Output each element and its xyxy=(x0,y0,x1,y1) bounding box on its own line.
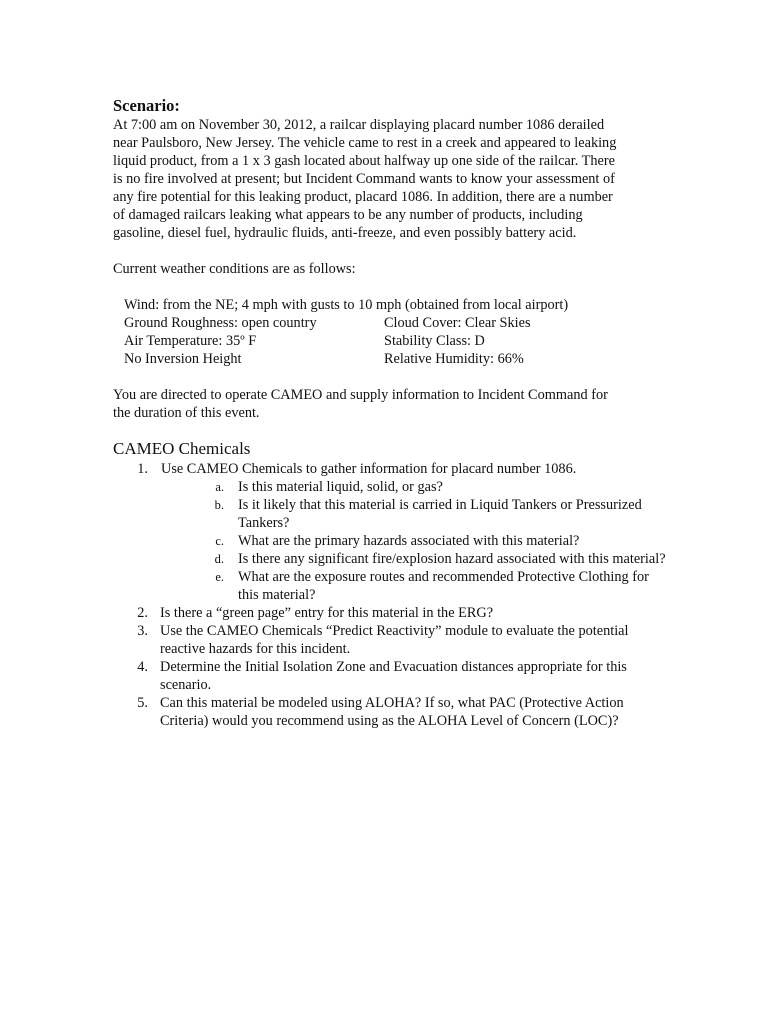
sub-question-item xyxy=(161,478,673,496)
weather-conditions xyxy=(124,296,673,368)
sub-question-text: Is it likely that this material is carried in Liquid Tankers or Pressurized Tankers? xyxy=(238,497,642,531)
weather-wind: Wind: from the NE; 4 mph with gusts to 10 mph (obtained from local airport) xyxy=(124,297,569,313)
sub-question-text: Is there any significant fire/explosion hazard associated with this material? xyxy=(238,551,666,567)
question-item xyxy=(113,694,673,730)
weather-relative-humidity: Relative Humidity: 66% xyxy=(384,351,524,367)
sub-question-text: Is this material liquid, solid, or gas? xyxy=(238,479,443,495)
sub-question-letter: b. xyxy=(214,498,224,512)
question-text: Can this material be modeled using ALOHA? If so, what PAC (Protective Action Criteria) would you recommend using as the ALOHA Level of Concern (LOC)? xyxy=(160,695,624,729)
directive-paragraph: You are directed to operate CAMEO and supply information to Incident Command for the duration of this event. xyxy=(113,387,608,421)
sub-question-letter: c. xyxy=(215,534,224,548)
weather-ground-roughness: Ground Roughness: open country xyxy=(124,315,317,331)
question-number: 4. xyxy=(137,659,148,675)
weather-intro: Current weather conditions are as follows: xyxy=(113,261,356,277)
sub-question-letter: e. xyxy=(215,570,224,584)
sub-question-item xyxy=(161,550,673,568)
sub-question-letter: a. xyxy=(215,480,224,494)
sub-question-item xyxy=(161,568,673,604)
question-number: 5. xyxy=(137,695,148,711)
sub-question-text: What are the primary hazards associated with this material? xyxy=(238,533,580,549)
sub-question-text: What are the exposure routes and recommended Protective Clothing for this material? xyxy=(238,569,649,603)
scenario-heading: Scenario: xyxy=(113,96,180,115)
cameo-chemicals-heading: CAMEO Chemicals xyxy=(113,439,251,458)
sub-question-item xyxy=(161,532,673,550)
question-text: Determine the Initial Isolation Zone and Evacuation distances appropriate for this scenario. xyxy=(160,659,627,693)
question-number: 2. xyxy=(137,605,148,621)
question-text: Is there a “green page” entry for this material in the ERG? xyxy=(160,605,494,621)
question-item xyxy=(113,658,673,694)
question-item xyxy=(113,604,673,622)
question-item xyxy=(113,622,673,658)
sub-question-item xyxy=(161,496,673,532)
sub-question-letter: d. xyxy=(214,552,224,566)
weather-cloud-cover: Cloud Cover: Clear Skies xyxy=(384,315,531,331)
weather-stability-class: Stability Class: D xyxy=(384,333,485,349)
question-number: 1. xyxy=(137,461,148,477)
question-item xyxy=(113,460,673,604)
weather-inversion-height: No Inversion Height xyxy=(124,351,242,367)
document-page xyxy=(113,96,673,730)
question-number: 3. xyxy=(137,623,148,639)
question-text: Use the CAMEO Chemicals “Predict Reactivity” module to evaluate the potential reactive hazards for this incident. xyxy=(160,623,629,657)
scenario-paragraph: At 7:00 am on November 30, 2012, a railcar displaying placard number 1086 derailed near Paulsboro, New Jersey. The vehicle came to rest in a creek and appeared to leaking liquid product, from a 1 x 3 gash located about halfway up one side of the railcar. There is no fire involved at present; but Incident Command wants to know your assessment of any fire potential for this leaking product, placard 1086. In addition, there are a number of damaged railcars leaking what appears to be any number of products, including gasoline, diesel fuel, hydraulic fluids, anti-freeze, and even possibly battery acid. xyxy=(113,117,617,241)
weather-air-temperature: Air Temperature: 35º F xyxy=(124,333,257,349)
question-list xyxy=(113,460,673,730)
question-text: Use CAMEO Chemicals to gather information for placard number 1086. xyxy=(161,461,577,477)
sub-question-list xyxy=(161,478,673,604)
